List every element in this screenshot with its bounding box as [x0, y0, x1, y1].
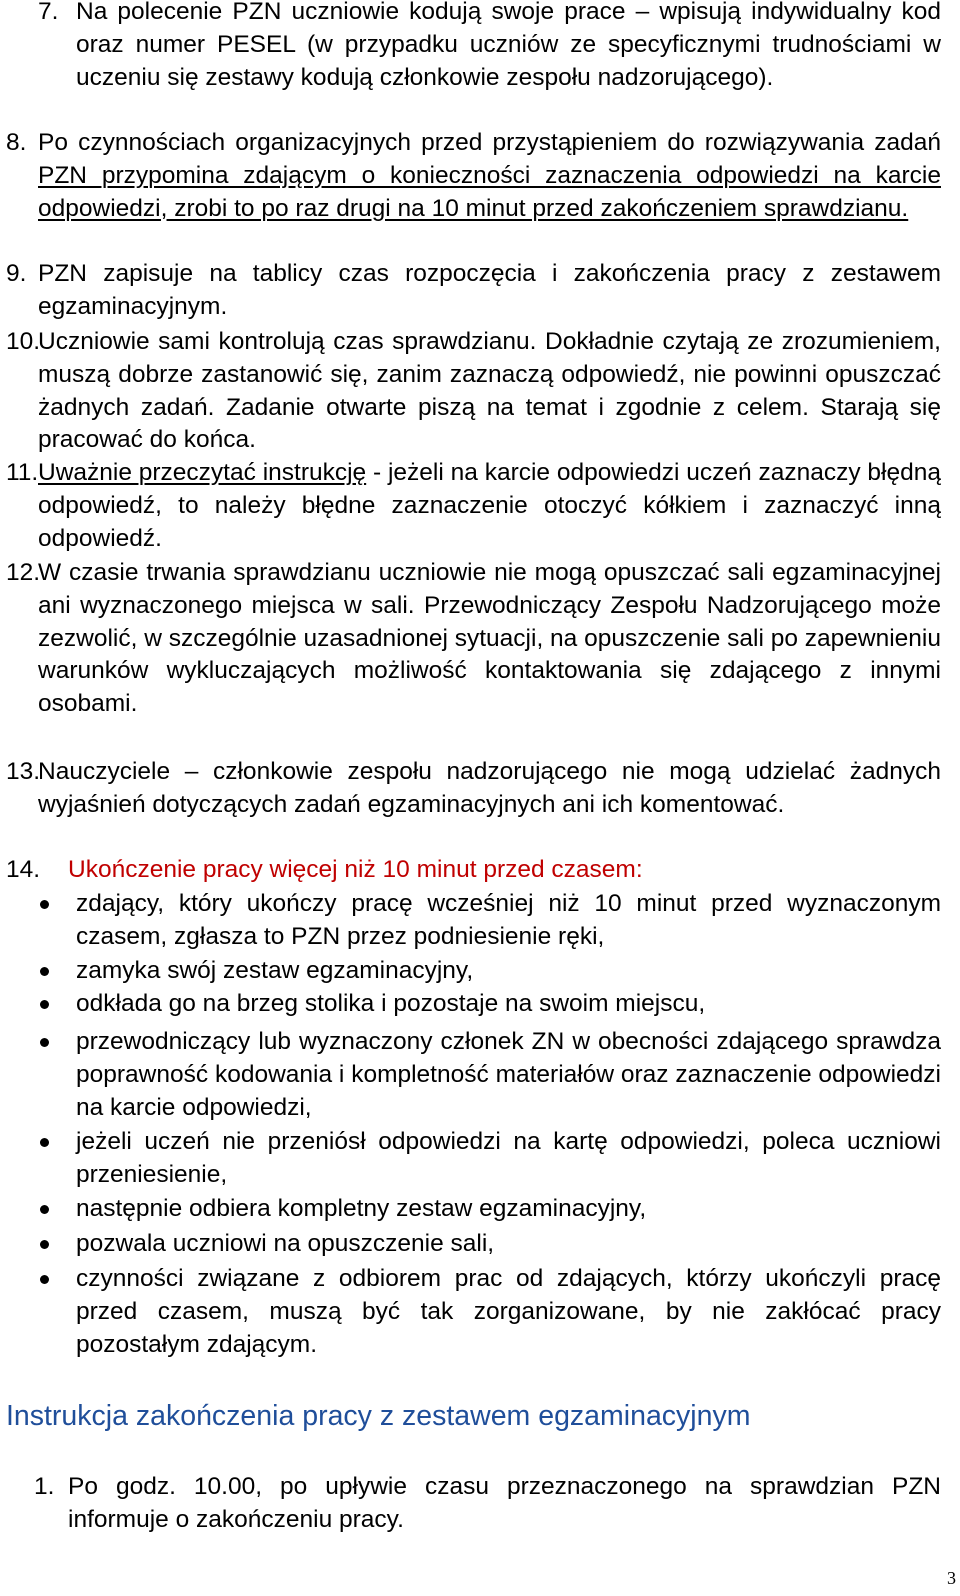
item-number: 13.: [6, 758, 41, 785]
item-text: Uczniowie sami kontrolują czas sprawdzianu. Dokładnie czytają ze zrozumieniem, muszą dobrze zastanowić się, zanim zaznaczą odpowiedź, nie powinni opuszczać żadnych zadań. Zadanie otwarte piszą na temat i zgodnie z celem. Starają się pracować do końca.: [38, 328, 941, 454]
bullet-text: odkłada go na brzeg stolika i pozostaje na swoim miejscu,: [76, 990, 706, 1017]
item-text-highlight: Ukończenie pracy więcej niż 10 minut przed czasem:: [68, 856, 643, 883]
bullet-icon: [40, 1205, 49, 1214]
bullet-text: zdający, który ukończy pracę wcześniej niż 10 minut przed wyznaczonym czasem, zgłasza to PZN przez podniesienie ręki,: [76, 890, 941, 950]
bullet-icon: [40, 900, 49, 909]
item-text-underlined: Uważnie przeczytać instrukcję: [38, 459, 367, 486]
item-number: 10.: [6, 328, 41, 355]
bullet-icon: [40, 1038, 49, 1047]
item-text: Na polecenie PZN uczniowie kodują swoje prace – wpisują indywidualny kod oraz numer PESEL (w przypadku uczniów ze specyficznymi trudnościami w uczeniu się zestawy kodują członkowie zespołu nadzorującego).: [76, 0, 941, 91]
bullet-text: pozwala uczniowi na opuszczenie sali,: [76, 1230, 495, 1257]
bullet-icon: [40, 1240, 49, 1249]
item-text: W czasie trwania sprawdzianu uczniowie nie mogą opuszczać sali egzaminacyjnej ani wyznaczonego miejsca w sali. Przewodniczący Zespołu Nadzorującego może zezwolić, w szczególnie uzasadnionej sytuacji, na opuszczenie sali po zapewnieniu warunków wykluczających możliwość kontaktowania się zdającego z innymi osobami.: [38, 559, 941, 718]
item-text: [38, 127, 941, 225]
bullet-text: zamyka swój zestaw egzaminacyjny,: [76, 957, 474, 984]
item-number: 12.: [6, 559, 41, 586]
bullet-text: przewodniczący lub wyznaczony członek ZN w obecności zdającego sprawdza poprawność kodowania i kompletność materiałów oraz zaznaczenie odpowiedzi na karcie odpowiedzi,: [76, 1028, 941, 1121]
item-number: 1.: [34, 1473, 55, 1500]
item-number: 14.: [6, 856, 41, 883]
item-number: 9.: [6, 260, 27, 287]
item-number: 11.: [6, 459, 39, 486]
bullet-text: czynności związane z odbiorem prac od zdających, którzy ukończyli pracę przed czasem, muszą być tak zorganizowane, by nie zakłócać pracy pozostałym zdającym.: [76, 1265, 941, 1358]
bullet-icon: [40, 1138, 49, 1147]
item-text-plain: - jeżeli na karcie odpowiedzi uczeń zaznaczy błędną odpowiedź, to należy błędne zaznaczenie otoczyć kółkiem i zaznaczyć inną odpowiedź.: [38, 459, 941, 552]
item-text: PZN zapisuje na tablicy czas rozpoczęcia i zakończenia pracy z zestawem egzaminacyjnym.: [38, 260, 941, 320]
section-heading: Instrukcja zakończenia pracy z zestawem egzaminacyjnym: [6, 1400, 751, 1432]
bullet-icon: [40, 1000, 49, 1009]
page-number: 3: [947, 1568, 956, 1588]
item-text: Nauczyciele – członkowie zespołu nadzorującego nie mogą udzielać żadnych wyjaśnień dotyczących zadań egzaminacyjnych ani ich komentować.: [38, 758, 941, 818]
item-number: 7.: [38, 0, 59, 25]
item-text: Po godz. 10.00, po upływie czasu przeznaczonego na sprawdzian PZN informuje o zakończeniu pracy.: [68, 1473, 941, 1533]
bullet-icon: [40, 967, 49, 976]
item-number: 8.: [6, 129, 27, 156]
bullet-text: jeżeli uczeń nie przeniósł odpowiedzi na kartę odpowiedzi, poleca uczniowi przeniesienie,: [76, 1128, 941, 1188]
item-text: [38, 457, 941, 555]
bullet-text: następnie odbiera kompletny zestaw egzaminacyjny,: [76, 1195, 647, 1222]
bullet-icon: [40, 1275, 49, 1284]
item-text-underlined: PZN przypomina zdającym o konieczności zaznaczenia odpowiedzi na karcie odpowiedzi, zrobi to po raz drugi na 10 minut przed zakończeniem sprawdzianu.: [38, 161, 941, 222]
item-text-plain: Po czynnościach organizacyjnych przed przystąpieniem do rozwiązywania zadań: [38, 129, 941, 156]
